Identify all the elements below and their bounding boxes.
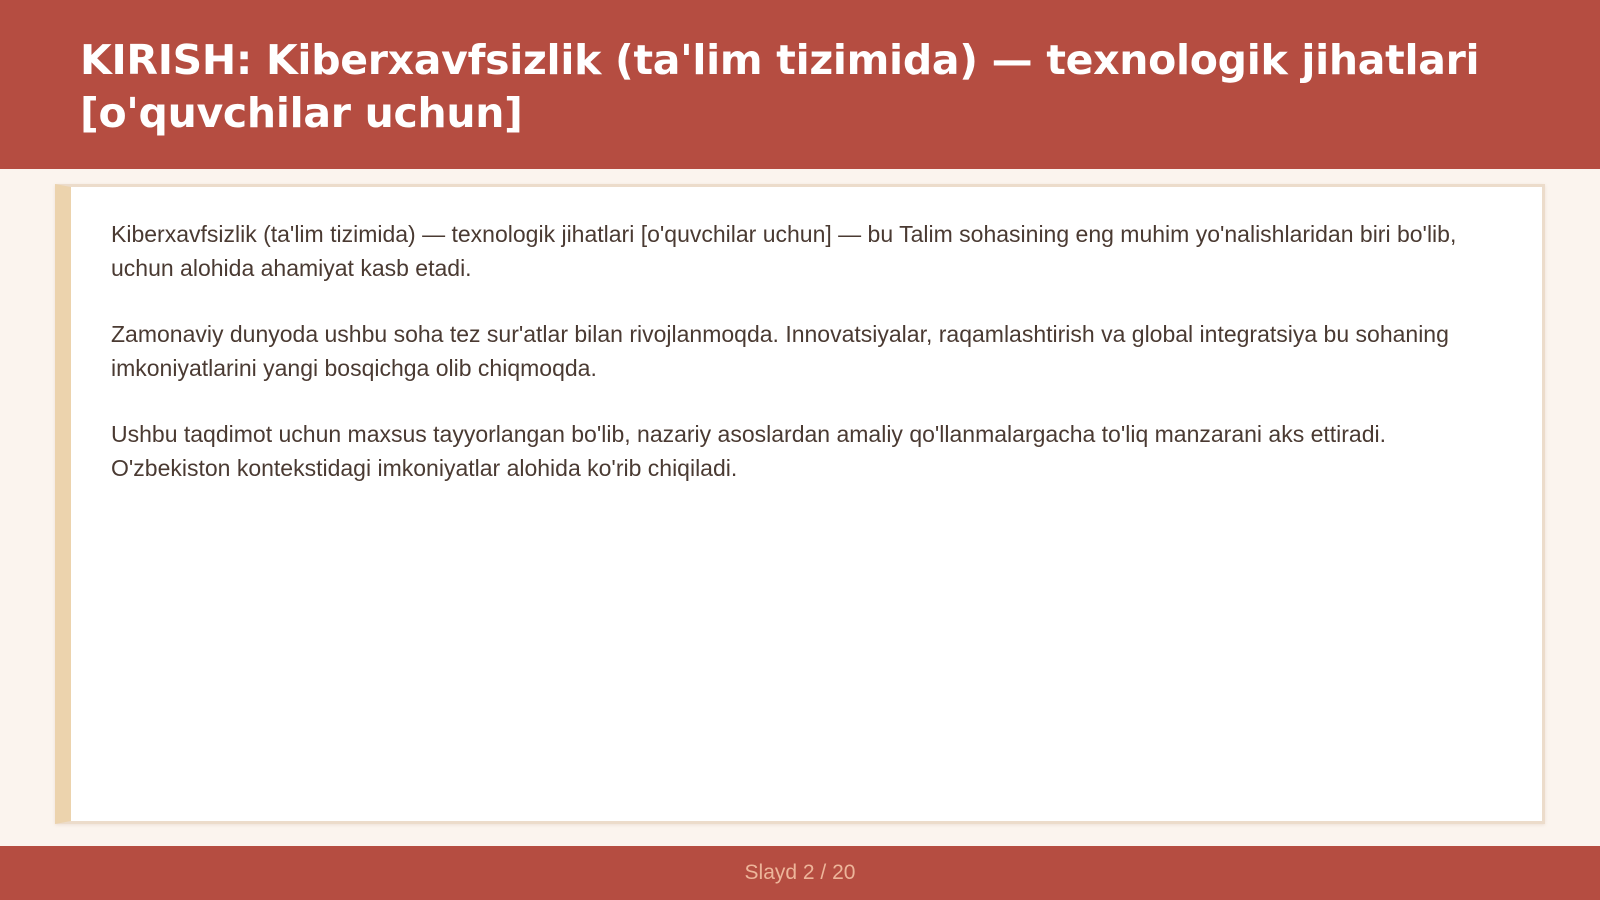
content-card	[55, 184, 1545, 824]
slide-header	[0, 0, 1600, 169]
slide-title: KIRISH: Kiberxavfsizlik (ta'lim tizimida) — texnologik jihatlari [o'quvchilar uchun]	[80, 36, 1480, 137]
slide-counter: Slayd 2 / 20	[744, 861, 856, 884]
content-paragraph-3: Ushbu taqdimot uchun maxsus tayyorlangan bo'lib, nazariy asoslardan amaliy qo'llanmalargacha to'liq manzarani aks ettiradi. O'zbekiston kontekstidagi imkoniyatlar alohida ko'rib chiqiladi.	[111, 421, 1387, 481]
content-paragraph-1: Kiberxavfsizlik (ta'lim tizimida) — texnologik jihatlari [o'quvchilar uchun] — bu Talim sohasining eng muhim yo'nalishlaridan biri bo'lib, uchun alohida ahamiyat kasb etadi.	[111, 221, 1457, 281]
slide-footer	[0, 846, 1600, 900]
content-paragraph-2: Zamonaviy dunyoda ushbu soha tez sur'atlar bilan rivojlanmoqda. Innovatsiyalar, raqamlashtirish va global integratsiya bu sohaning imkoniyatlarini yangi bosqichga olib chiqmoqda.	[111, 321, 1449, 381]
